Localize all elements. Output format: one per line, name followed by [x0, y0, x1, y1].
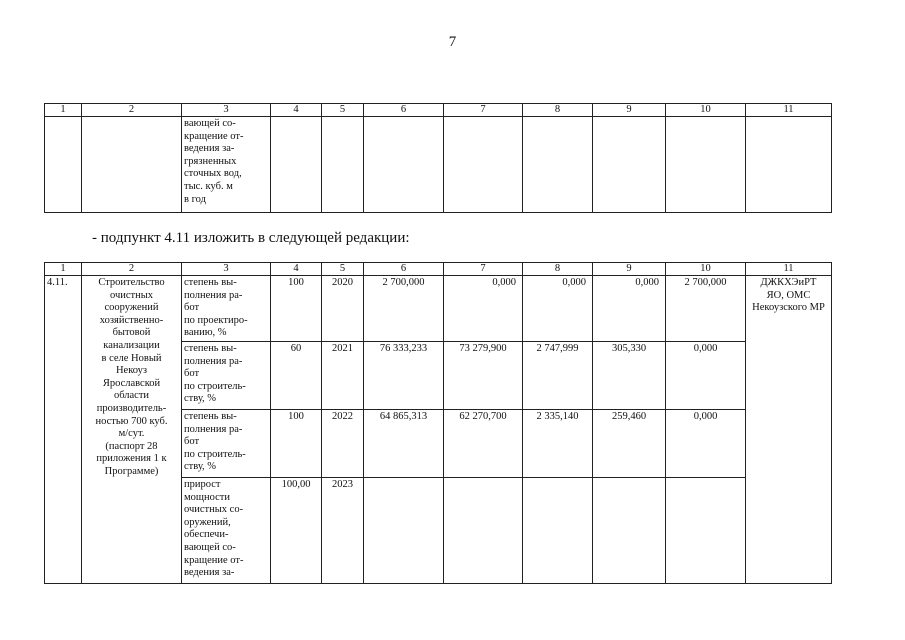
- text-line: канализации: [103, 339, 160, 351]
- indicator-cell: [182, 117, 271, 213]
- col-header: 9: [593, 263, 666, 276]
- indicator-cell: [182, 342, 271, 410]
- text-line: по строитель-: [184, 380, 246, 392]
- page-number: 7: [448, 34, 457, 50]
- cell: [271, 117, 322, 213]
- funding-local: 259,460: [593, 410, 666, 478]
- text-line: Некоуз: [115, 365, 148, 377]
- text-line: по проектиро-: [184, 314, 248, 326]
- text-line: ЯО, ОМС: [766, 289, 811, 301]
- text-line: (паспорт 28: [105, 440, 158, 452]
- header-row: [45, 104, 832, 117]
- col-header: 3: [182, 263, 271, 276]
- text-line: очистных со-: [184, 504, 244, 516]
- text-line: сточных вод,: [184, 168, 242, 180]
- col-header: 7: [444, 263, 523, 276]
- funding-total: [364, 478, 444, 584]
- text-line: ству, %: [184, 461, 217, 473]
- text-line: полнения ра-: [184, 423, 243, 435]
- funding-regional: 2 747,999: [523, 342, 593, 410]
- funding-local: 305,330: [593, 342, 666, 410]
- target-value: 100,00: [271, 478, 322, 584]
- year: 2022: [322, 410, 364, 478]
- text-line: в селе Новый: [101, 352, 162, 364]
- target-value: 100: [271, 276, 322, 342]
- text-line: бытовой: [112, 327, 151, 339]
- text-line: по строитель-: [184, 448, 246, 460]
- col-header: 11: [746, 263, 832, 276]
- text-line: приложения 1 к: [96, 453, 167, 465]
- funding-total: 2 700,000: [364, 276, 444, 342]
- text-line: обеспечи-: [184, 529, 229, 541]
- col-header: 10: [666, 263, 746, 276]
- col-header: 9: [593, 104, 666, 117]
- col-header: 1: [45, 104, 82, 117]
- text-line: полнения ра-: [184, 355, 243, 367]
- cell: [523, 117, 593, 213]
- text-line: степень вы-: [184, 343, 237, 354]
- text-line: Строительство: [98, 277, 165, 288]
- col-header: 4: [271, 263, 322, 276]
- text-line: производитель-: [96, 402, 167, 414]
- text-line: ведения за-: [184, 143, 235, 155]
- text-line: ДЖКХЭиРТ: [760, 277, 817, 288]
- text-line: степень вы-: [184, 277, 237, 288]
- year: 2023: [322, 478, 364, 584]
- cell: [746, 117, 832, 213]
- funding-federal: [444, 478, 523, 584]
- funding-regional: [523, 478, 593, 584]
- col-header: 6: [364, 263, 444, 276]
- subpoint-table: [44, 262, 832, 584]
- text-line: степень вы-: [184, 411, 237, 422]
- indicator-cell: [182, 410, 271, 478]
- text-line: ностью 700 куб.: [95, 415, 168, 427]
- text-line: м/сут.: [118, 428, 145, 440]
- indicator-cell: [182, 478, 271, 584]
- funding-local: [593, 478, 666, 584]
- text-line: оружений,: [184, 516, 231, 528]
- text-line: ведения за-: [184, 567, 235, 579]
- cell: [444, 117, 523, 213]
- indicator-cell: [182, 276, 271, 342]
- text-line: сооружений: [104, 302, 159, 314]
- text-line: кращение от-: [184, 554, 244, 566]
- target-value: 60: [271, 342, 322, 410]
- col-header: 2: [82, 263, 182, 276]
- funding-other: 0,000: [666, 410, 746, 478]
- cell: [593, 117, 666, 213]
- cell: [82, 117, 182, 213]
- target-value: 100: [271, 410, 322, 478]
- col-header: 11: [746, 104, 832, 117]
- funding-federal: 0,000: [444, 276, 523, 342]
- funding-total: 76 333,233: [364, 342, 444, 410]
- year: 2021: [322, 342, 364, 410]
- col-header: 2: [82, 104, 182, 117]
- text-line: очистных: [109, 289, 154, 301]
- funding-other: [666, 478, 746, 584]
- cell: [666, 117, 746, 213]
- funding-local: 0,000: [593, 276, 666, 342]
- year: 2020: [322, 276, 364, 342]
- text-line: вающей со-: [184, 118, 236, 129]
- cell: [322, 117, 364, 213]
- table-row: [45, 117, 832, 213]
- col-header: 8: [523, 104, 593, 117]
- table-row: [45, 276, 832, 342]
- col-header: 7: [444, 104, 523, 117]
- text-line: Ярославской: [102, 377, 161, 389]
- text-line: в год: [184, 193, 206, 205]
- col-header: 5: [322, 104, 364, 117]
- text-line: кращение от-: [184, 130, 244, 142]
- text-line: прирост: [184, 479, 221, 490]
- text-line: тыс. куб. м: [184, 180, 233, 192]
- col-header: 10: [666, 104, 746, 117]
- text-line: бот: [184, 302, 200, 314]
- continuation-table: [44, 103, 832, 213]
- funding-total: 64 865,313: [364, 410, 444, 478]
- text-line: вающей со-: [184, 541, 236, 553]
- text-line: хозяйственно-: [99, 314, 164, 326]
- text-line: полнения ра-: [184, 289, 243, 301]
- funding-other: 2 700,000: [666, 276, 746, 342]
- text-line: ванию, %: [184, 327, 227, 339]
- col-header: 3: [182, 104, 271, 117]
- item-number: 4.11.: [45, 276, 82, 584]
- intro-text: - подпункт 4.11 изложить в следующей редакции:: [92, 230, 410, 246]
- text-line: бот: [184, 436, 200, 448]
- funding-federal: 73 279,900: [444, 342, 523, 410]
- col-header: 1: [45, 263, 82, 276]
- col-header: 5: [322, 263, 364, 276]
- text-line: мощности: [184, 491, 230, 503]
- executor: [746, 276, 832, 584]
- header-row: [45, 263, 832, 276]
- item-name: [82, 276, 182, 584]
- text-line: Программе): [104, 465, 159, 477]
- funding-other: 0,000: [666, 342, 746, 410]
- text-line: ству, %: [184, 393, 217, 405]
- cell: [45, 117, 82, 213]
- cell: [364, 117, 444, 213]
- text-line: области: [113, 390, 150, 402]
- col-header: 4: [271, 104, 322, 117]
- funding-regional: 0,000: [523, 276, 593, 342]
- funding-federal: 62 270,700: [444, 410, 523, 478]
- funding-regional: 2 335,140: [523, 410, 593, 478]
- text-line: бот: [184, 368, 200, 380]
- text-line: Некоузского МР: [752, 302, 825, 314]
- col-header: 6: [364, 104, 444, 117]
- text-line: грязненных: [184, 155, 237, 167]
- col-header: 8: [523, 263, 593, 276]
